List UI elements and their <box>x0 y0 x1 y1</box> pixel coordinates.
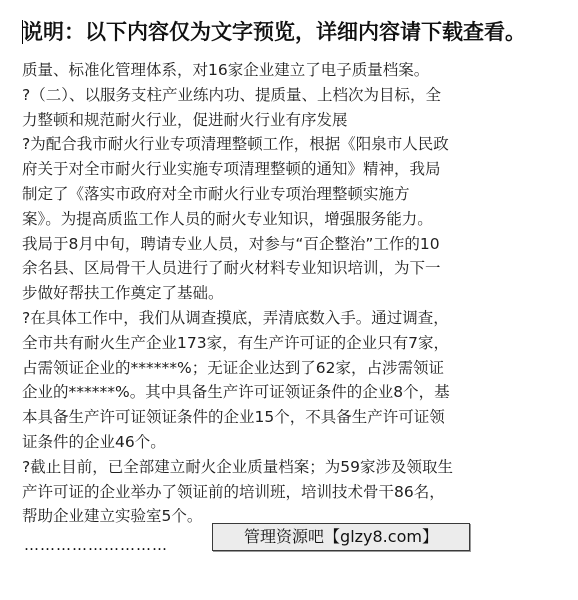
body-line: 府关于对全市耐火行业实施专项清理整顿的通知》精神，我局 <box>22 160 441 179</box>
body-line: 全市共有耐火生产企业173家，有生产许可证的企业只有7家， <box>22 333 449 352</box>
body-line: ?（二）、以服务支柱产业练内功、提质量、上档次为目标，全 <box>22 85 441 104</box>
body-line: 案》。为提高质监工作人员的耐火专业知识，增强服务能力。 <box>22 209 433 228</box>
body-line: 占需领证企业的******%；无证企业达到了62家，占涉需领证 <box>22 358 444 377</box>
body-line: 帮助企业建立实验室5个。 <box>22 507 203 526</box>
preview-notice: 说明：以下内容仅为文字预览，详细内容请下载查看。 <box>22 20 526 44</box>
ellipsis-dots: ……………………… <box>24 536 168 554</box>
body-line: 力整顿和规范耐火行业，促进耐火行业有序发展 <box>22 110 348 129</box>
body-line: 步做好帮扶工作奠定了基础。 <box>22 284 224 303</box>
body-line: 本具备生产许可证领证条件的企业15个，不具备生产许可证领 <box>22 408 445 427</box>
body-line: 企业的******%。其中具备生产许可证领证条件的企业8个，基 <box>22 383 450 402</box>
body-line: ?在具体工作中，我们从调查摸底，弄清底数入手。通过调查， <box>22 308 449 327</box>
document-body <box>22 58 558 529</box>
body-line: 我局于8月中旬，聘请专业人员，对参与“百企整治”工作的10 <box>22 234 440 253</box>
body-line: 余名县、区局骨干人员进行了耐火材料专业知识培训，为下一 <box>22 259 441 278</box>
body-line: 产许可证的企业举办了领证前的培训班，培训技术骨干86名， <box>22 482 445 501</box>
body-line: 证条件的企业46个。 <box>22 432 166 451</box>
body-line: 制定了《落实市政府对全市耐火行业专项治理整顿实施方 <box>22 184 410 203</box>
body-line: ?截止目前，已全部建立耐火企业质量档案；为59家涉及领取生 <box>22 457 453 476</box>
watermark-badge: 管理资源吧【glzy8.com】 <box>212 523 470 551</box>
body-line: ?为配合我市耐火行业专项清理整顿工作，根据《阳泉市人民政 <box>22 135 449 154</box>
body-line: 质量、标准化管理体系，对16家企业建立了电子质量档案。 <box>22 61 430 79</box>
